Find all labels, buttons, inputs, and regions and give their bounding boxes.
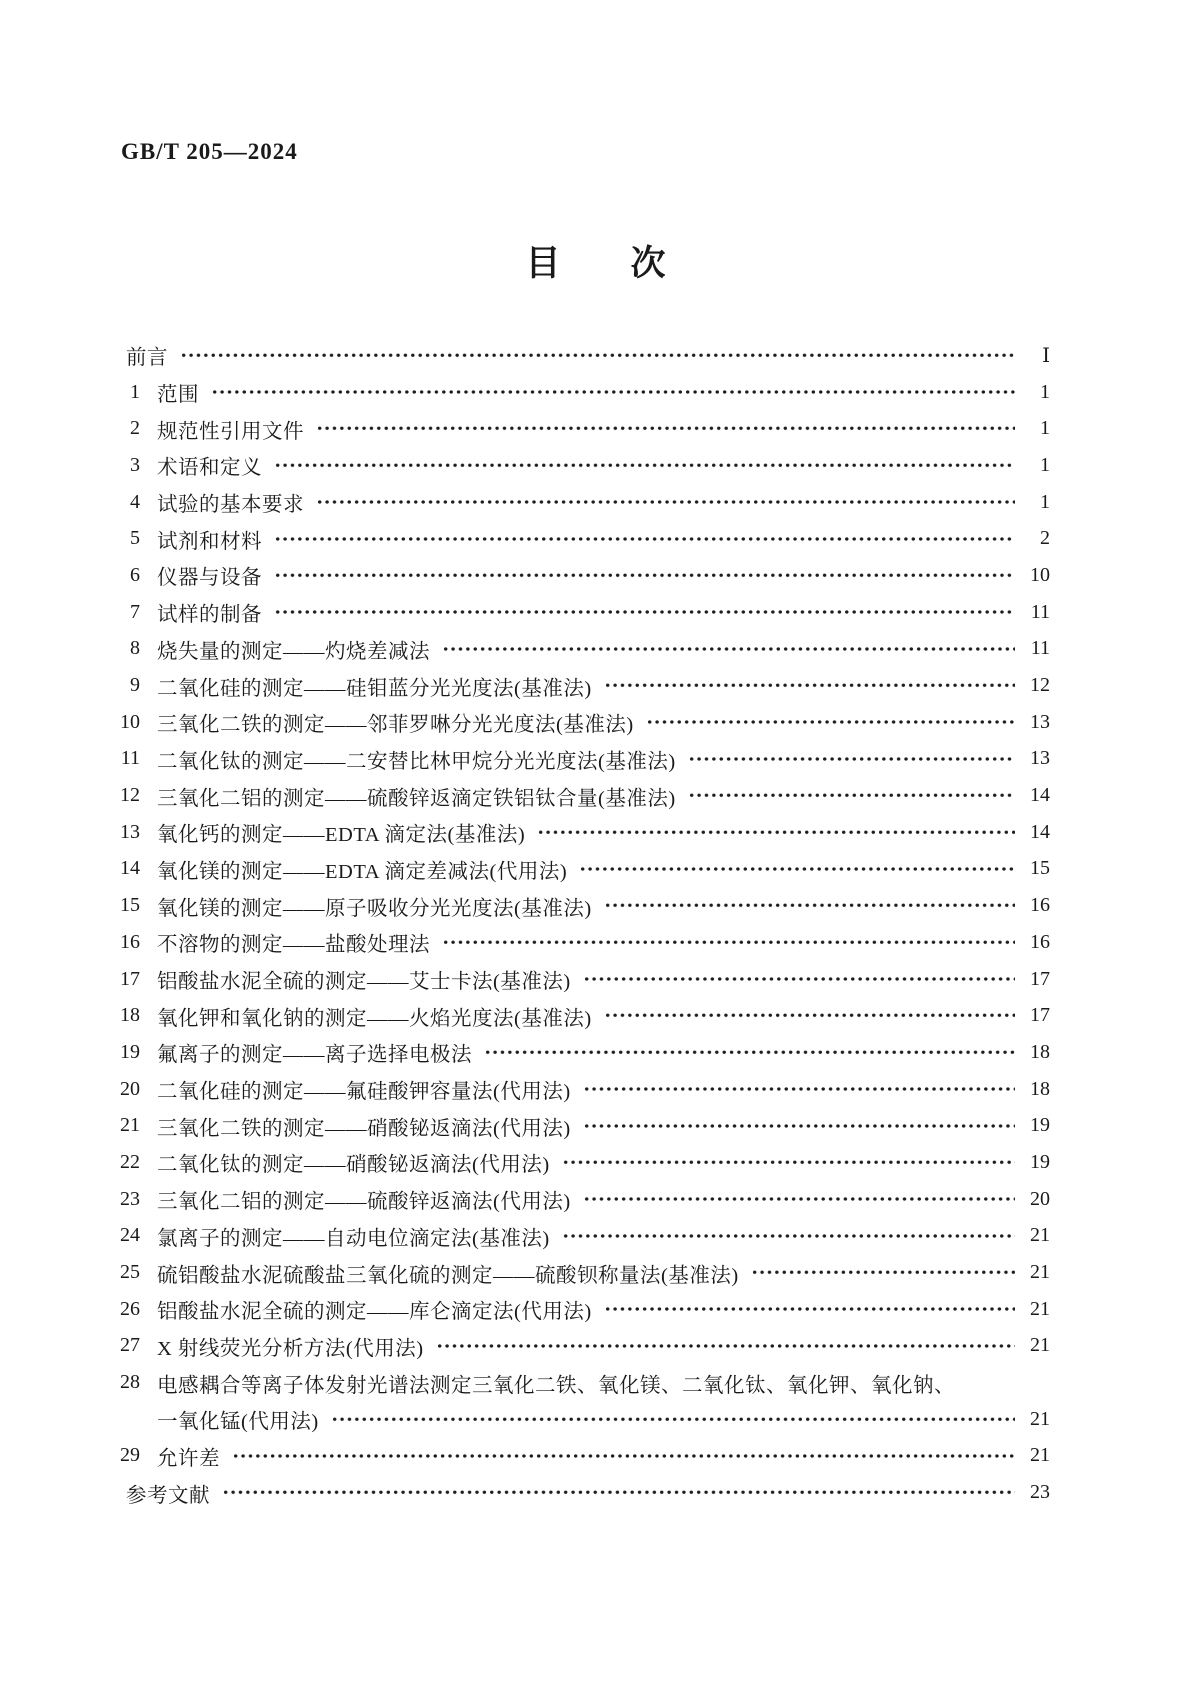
toc-dot-leader bbox=[221, 1482, 1015, 1503]
toc-entry-number: 17 bbox=[120, 967, 140, 990]
toc-entry-title: 范围 bbox=[157, 384, 199, 407]
toc-entry-number: 1 bbox=[130, 380, 140, 403]
toc-entry-number: 14 bbox=[120, 857, 140, 880]
toc-entry-number: 23 bbox=[120, 1187, 140, 1210]
toc-entry-title: 电感耦合等离子体发射光谱法测定三氧化二铁、氧化镁、二氧化钛、氧化钾、氧化钠、 bbox=[157, 1374, 955, 1397]
toc-dot-leader bbox=[561, 1152, 1015, 1173]
toc-entry bbox=[118, 1181, 1050, 1218]
toc-dot-leader bbox=[273, 602, 1015, 623]
table-of-contents bbox=[118, 337, 1050, 1511]
toc-entry-title-continued: 一氧化锰(代用法) bbox=[157, 1411, 319, 1434]
toc-entry-title: 氧化钾和氧化钠的测定——火焰光度法(基准法) bbox=[157, 1007, 592, 1030]
toc-entry-number: 4 bbox=[130, 490, 140, 513]
toc-entry bbox=[118, 741, 1050, 778]
toc-entry bbox=[118, 337, 1050, 374]
toc-entry bbox=[118, 1438, 1050, 1475]
toc-entry-number: 20 bbox=[120, 1077, 140, 1100]
toc-dot-leader bbox=[582, 1079, 1015, 1100]
toc-entry-title: 参考文献 bbox=[126, 1484, 210, 1507]
toc-entry-page: 15 bbox=[1030, 857, 1050, 880]
toc-entry-page: 2 bbox=[1040, 527, 1050, 550]
toc-dot-leader bbox=[561, 1226, 1015, 1247]
toc-entry-title: 氧化镁的测定——EDTA 滴定差减法(代用法) bbox=[157, 860, 568, 883]
toc-entry bbox=[118, 1107, 1050, 1144]
toc-dot-leader bbox=[441, 639, 1015, 660]
toc-entry-page: 17 bbox=[1030, 967, 1050, 990]
toc-entry-number: 6 bbox=[130, 563, 140, 586]
toc-entry-page: 11 bbox=[1030, 637, 1050, 660]
toc-entry bbox=[118, 1291, 1050, 1328]
toc-dot-leader bbox=[315, 492, 1015, 513]
toc-entry-page: 21 bbox=[1030, 1224, 1050, 1247]
toc-entry-number: 28 bbox=[120, 1371, 140, 1394]
toc-entry-title: 试验的基本要求 bbox=[157, 494, 304, 517]
toc-entry-title: 氧化钙的测定——EDTA 滴定法(基准法) bbox=[157, 824, 526, 847]
toc-entry-page: 13 bbox=[1030, 747, 1050, 770]
toc-entry-page: 1 bbox=[1040, 380, 1050, 403]
toc-entry bbox=[118, 410, 1050, 447]
toc-entry bbox=[118, 777, 1050, 814]
toc-entry-page: 21 bbox=[1030, 1444, 1050, 1467]
toc-entry bbox=[118, 924, 1050, 961]
toc-entry-number: 13 bbox=[120, 820, 140, 843]
toc-entry bbox=[118, 814, 1050, 851]
toc-entry-number: 3 bbox=[130, 453, 140, 476]
toc-entry-title: 铝酸盐水泥全硫的测定——库仑滴定法(代用法) bbox=[157, 1301, 592, 1324]
toc-entry-page: Ⅰ bbox=[1042, 344, 1050, 367]
toc-entry-number: 12 bbox=[120, 784, 140, 807]
toc-entry bbox=[118, 851, 1050, 888]
toc-entry-page: 1 bbox=[1040, 417, 1050, 440]
toc-entry bbox=[118, 1254, 1050, 1291]
toc-entry-number: 15 bbox=[120, 894, 140, 917]
toc-entry-continuation bbox=[118, 1401, 1050, 1438]
toc-entry-number: 22 bbox=[120, 1150, 140, 1173]
toc-entry-title: 三氧化二铁的测定——硝酸铋返滴法(代用法) bbox=[157, 1117, 571, 1140]
toc-dot-leader bbox=[273, 529, 1015, 550]
toc-dot-leader bbox=[210, 382, 1015, 403]
toc-entry-page: 18 bbox=[1030, 1040, 1050, 1063]
toc-entry-number: 24 bbox=[120, 1224, 140, 1247]
toc-dot-leader bbox=[750, 1262, 1015, 1283]
toc-entry-page: 23 bbox=[1030, 1481, 1050, 1504]
toc-entry bbox=[118, 667, 1050, 704]
toc-entry-title: 二氧化硅的测定——氟硅酸钾容量法(代用法) bbox=[157, 1081, 571, 1104]
toc-entry-title: 试剂和材料 bbox=[157, 530, 262, 553]
toc-dot-leader bbox=[330, 1409, 1015, 1430]
toc-entry-page: 17 bbox=[1030, 1004, 1050, 1027]
toc-entry-page: 14 bbox=[1030, 820, 1050, 843]
toc-entry bbox=[118, 1328, 1050, 1365]
toc-entry-number: 9 bbox=[130, 674, 140, 697]
toc-entry-page: 10 bbox=[1030, 563, 1050, 586]
toc-dot-leader bbox=[582, 969, 1015, 990]
toc-entry-number: 27 bbox=[120, 1334, 140, 1357]
toc-entry bbox=[118, 1364, 1050, 1401]
toc-dot-leader bbox=[603, 675, 1015, 696]
toc-entry bbox=[118, 374, 1050, 411]
toc-dot-leader bbox=[645, 712, 1015, 733]
toc-dot-leader bbox=[231, 1446, 1015, 1467]
toc-dot-leader bbox=[687, 785, 1015, 806]
toc-entry-number: 10 bbox=[120, 710, 140, 733]
toc-entry bbox=[118, 704, 1050, 741]
toc-entry-page: 21 bbox=[1030, 1334, 1050, 1357]
toc-dot-leader bbox=[603, 895, 1015, 916]
toc-dot-leader bbox=[483, 1042, 1015, 1063]
toc-entry-number: 2 bbox=[130, 417, 140, 440]
toc-dot-leader bbox=[582, 1116, 1015, 1137]
toc-entry-page: 1 bbox=[1040, 490, 1050, 513]
toc-entry-number: 5 bbox=[130, 527, 140, 550]
toc-entry-page: 16 bbox=[1030, 894, 1050, 917]
toc-entry-title: 试样的制备 bbox=[157, 604, 262, 627]
toc-entry-title: 三氧化二铁的测定——邻菲罗啉分光光度法(基准法) bbox=[157, 714, 634, 737]
toc-entry-title: 前言 bbox=[126, 347, 168, 370]
toc-entry-page: 19 bbox=[1030, 1114, 1050, 1137]
toc-dot-leader bbox=[603, 1005, 1015, 1026]
toc-entry-title: 仪器与设备 bbox=[157, 567, 262, 590]
toc-entry bbox=[118, 997, 1050, 1034]
toc-entry-page: 21 bbox=[1030, 1261, 1050, 1284]
toc-entry-page: 16 bbox=[1030, 930, 1050, 953]
toc-entry bbox=[118, 1071, 1050, 1108]
toc-entry-number: 26 bbox=[120, 1297, 140, 1320]
toc-entry-page: 19 bbox=[1030, 1150, 1050, 1173]
page-title: 目 次 bbox=[525, 244, 666, 283]
toc-entry-title: 烧失量的测定——灼烧差减法 bbox=[157, 640, 430, 663]
toc-entry-number: 16 bbox=[120, 930, 140, 953]
toc-entry bbox=[118, 887, 1050, 924]
toc-dot-leader bbox=[578, 859, 1015, 880]
toc-entry-page: 21 bbox=[1030, 1407, 1050, 1430]
toc-dot-leader bbox=[687, 749, 1015, 770]
toc-entry-page: 14 bbox=[1030, 784, 1050, 807]
toc-entry bbox=[118, 557, 1050, 594]
toc-entry-number: 11 bbox=[120, 747, 140, 770]
standard-code: GB/T 205—2024 bbox=[121, 139, 298, 164]
toc-dot-leader bbox=[179, 345, 1015, 366]
toc-entry-page: 1 bbox=[1040, 453, 1050, 476]
toc-entry-title: 允许差 bbox=[157, 1447, 220, 1470]
toc-entry-title: X 射线荧光分析方法(代用法) bbox=[157, 1337, 424, 1360]
toc-entry-title: 规范性引用文件 bbox=[157, 420, 304, 443]
toc-entry-number: 29 bbox=[120, 1444, 140, 1467]
toc-entry bbox=[118, 1218, 1050, 1255]
toc-entry-page: 12 bbox=[1030, 674, 1050, 697]
toc-entry bbox=[118, 1144, 1050, 1181]
toc-entry bbox=[118, 961, 1050, 998]
toc-entry-title: 铝酸盐水泥全硫的测定——艾士卡法(基准法) bbox=[157, 971, 571, 994]
toc-entry-number: 25 bbox=[120, 1261, 140, 1284]
toc-entry-number: 18 bbox=[120, 1004, 140, 1027]
toc-dot-leader bbox=[273, 565, 1015, 586]
toc-entry-number: 8 bbox=[130, 637, 140, 660]
toc-dot-leader bbox=[441, 932, 1015, 953]
toc-dot-leader bbox=[273, 455, 1015, 476]
toc-entry-page: 11 bbox=[1030, 600, 1050, 623]
toc-entry-title: 不溶物的测定——盐酸处理法 bbox=[157, 934, 430, 957]
toc-entry bbox=[118, 520, 1050, 557]
toc-entry bbox=[118, 484, 1050, 521]
toc-entry bbox=[118, 1034, 1050, 1071]
toc-entry-title: 氯离子的测定——自动电位滴定法(基准法) bbox=[157, 1227, 550, 1250]
toc-entry-title: 氧化镁的测定——原子吸收分光光度法(基准法) bbox=[157, 897, 592, 920]
toc-entry-title: 三氧化二铝的测定——硫酸锌返滴法(代用法) bbox=[157, 1191, 571, 1214]
toc-entry-title: 术语和定义 bbox=[157, 457, 262, 480]
toc-dot-leader bbox=[315, 418, 1015, 439]
toc-entry-title: 硫铝酸盐水泥硫酸盐三氧化硫的测定——硫酸钡称量法(基准法) bbox=[157, 1264, 739, 1287]
toc-dot-leader bbox=[603, 1299, 1015, 1320]
toc-dot-leader bbox=[582, 1189, 1015, 1210]
toc-entry-title: 二氧化钛的测定——硝酸铋返滴法(代用法) bbox=[157, 1154, 550, 1177]
toc-entry-page: 18 bbox=[1030, 1077, 1050, 1100]
toc-entry-number: 7 bbox=[130, 600, 140, 623]
toc-entry-title: 氟离子的测定——离子选择电极法 bbox=[157, 1044, 472, 1067]
toc-dot-leader bbox=[435, 1336, 1015, 1357]
toc-entry-number: 21 bbox=[120, 1114, 140, 1137]
toc-entry-title: 三氧化二铝的测定——硫酸锌返滴定铁铝钛合量(基准法) bbox=[157, 787, 676, 810]
toc-entry-page: 20 bbox=[1030, 1187, 1050, 1210]
toc-entry-title: 二氧化钛的测定——二安替比林甲烷分光光度法(基准法) bbox=[157, 750, 676, 773]
toc-entry-page: 21 bbox=[1030, 1297, 1050, 1320]
toc-entry bbox=[118, 631, 1050, 668]
toc-entry bbox=[118, 1474, 1050, 1511]
toc-entry bbox=[118, 447, 1050, 484]
toc-entry-title: 二氧化硅的测定——硅钼蓝分光光度法(基准法) bbox=[157, 677, 592, 700]
toc-entry-page: 13 bbox=[1030, 710, 1050, 733]
toc-dot-leader bbox=[536, 822, 1015, 843]
toc-entry-number: 19 bbox=[120, 1040, 140, 1063]
toc-entry bbox=[118, 594, 1050, 631]
